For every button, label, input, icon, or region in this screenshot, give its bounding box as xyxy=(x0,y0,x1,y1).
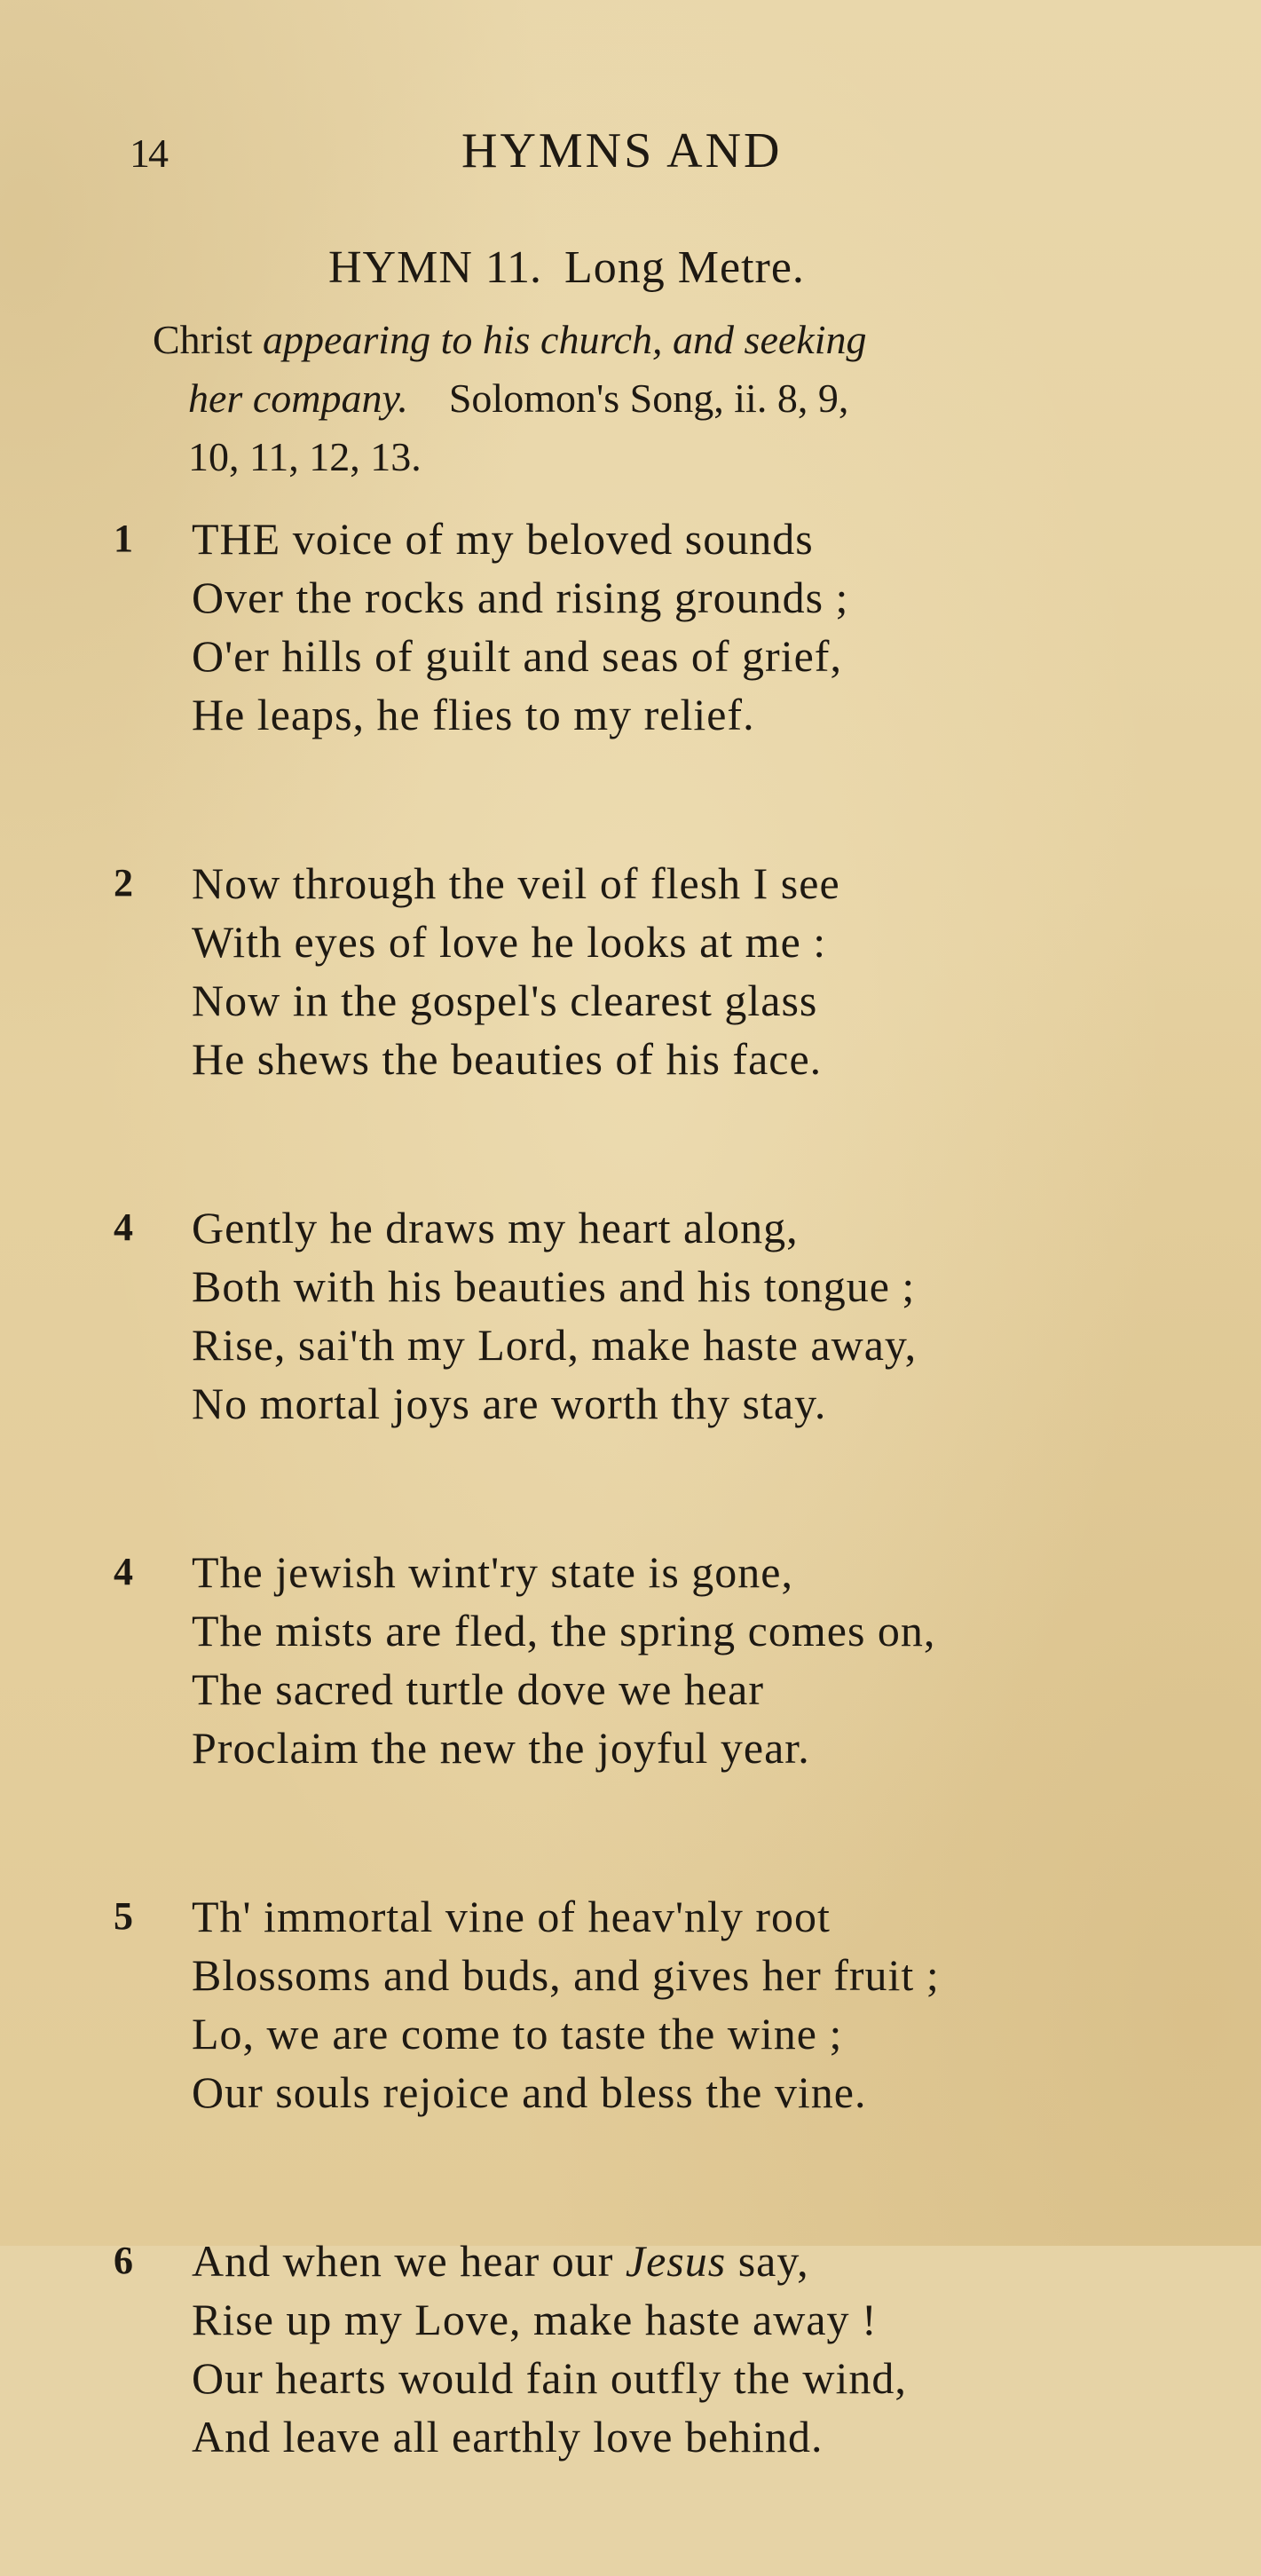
subtitle-line-1 xyxy=(153,311,1200,369)
italic-name: Jesus xyxy=(625,2236,727,2286)
stanza-lines xyxy=(192,1543,1212,1777)
subtitle-line-3 xyxy=(153,428,1200,486)
verse-line: Rise, sai'th my Lord, make haste away, xyxy=(192,1320,918,1370)
verse-line: Lo, we are come to taste the wine ; xyxy=(192,2009,843,2058)
running-head: HYMNS AND xyxy=(461,123,783,178)
stanza-number: 4 xyxy=(114,1205,133,1249)
stanza xyxy=(0,1198,1261,1543)
verse-line: Blossoms and buds, and gives her fruit ; xyxy=(192,1950,940,2000)
stanza-lines xyxy=(192,2232,1212,2466)
stanza-lines xyxy=(192,1198,1212,1433)
subtitle-roman: Christ xyxy=(153,317,253,362)
hymn-title xyxy=(328,241,805,294)
subtitle-italic-1: appearing to his church, and seeking xyxy=(262,317,867,362)
stanza-number: 5 xyxy=(114,1894,133,1938)
stanza-list xyxy=(0,510,1261,2576)
stanza-lines xyxy=(192,854,1212,1088)
verse-line: The sacred turtle dove we hear xyxy=(192,1664,764,1714)
verse-line: Both with his beauties and his tongue ; xyxy=(192,1261,916,1311)
page-header xyxy=(0,122,1261,185)
verse-line: Rise up my Love, make haste away ! xyxy=(192,2295,878,2344)
verse-line: THE voice of my beloved sounds xyxy=(192,514,814,564)
verse-line: No mortal joys are worth thy stay. xyxy=(192,1379,827,1428)
hymn-title-label: HYMN xyxy=(328,242,473,293)
verse-line: Our souls rejoice and bless the vine. xyxy=(192,2067,867,2117)
verse-line: Th' immortal vine of heav'nly root xyxy=(192,1892,831,1941)
verse-line: Over the rocks and rising grounds ; xyxy=(192,573,849,622)
subtitle-line-2 xyxy=(153,369,1200,428)
verse-line: Gently he draws my heart along, xyxy=(192,1203,799,1252)
verse-line: O'er hills of guilt and seas of grief, xyxy=(192,631,842,681)
stanza-number: 2 xyxy=(114,861,133,905)
stanza xyxy=(0,854,1261,1198)
subtitle-reference-2: 10, 11, 12, 13. xyxy=(188,434,422,479)
stanza xyxy=(0,1543,1261,1887)
stanza-lines xyxy=(192,1887,1212,2122)
hymn-number: 11. xyxy=(485,242,541,293)
stanza xyxy=(0,2232,1261,2576)
verse-line: With eyes of love he looks at me : xyxy=(192,917,827,967)
subtitle-reference-1: Solomon's Song, ii. 8, 9, xyxy=(448,375,849,421)
stanza-number: 4 xyxy=(114,1550,133,1593)
verse-line: Our hearts would fain outfly the wind, xyxy=(192,2353,907,2403)
stanza-number: 1 xyxy=(114,517,133,560)
verse-line: The mists are fled, the spring comes on, xyxy=(192,1606,936,1655)
hymn-metre: Long Metre. xyxy=(564,242,805,293)
verse-line: He leaps, he flies to my relief. xyxy=(192,690,755,739)
verse-line: Proclaim the new the joyful year. xyxy=(192,1723,810,1773)
subtitle-italic-2: her company. xyxy=(188,375,408,421)
verse-line: Now through the veil of flesh I see xyxy=(192,858,840,908)
verse-line: Now in the gospel's clearest glass xyxy=(192,976,818,1025)
stanza xyxy=(0,1887,1261,2232)
verse-line: And leave all earthly love behind. xyxy=(192,2412,824,2461)
verse-line: He shews the beauties of his face. xyxy=(192,1034,823,1084)
verse-line: The jewish wint'ry state is gone, xyxy=(192,1547,793,1597)
hymn-subtitle xyxy=(153,311,1200,486)
verse-line-start: And when we hear our xyxy=(192,2236,614,2286)
stanza-number: 6 xyxy=(114,2239,133,2282)
stanza xyxy=(0,510,1261,854)
stanza-lines xyxy=(192,510,1212,744)
verse-line xyxy=(192,2232,1212,2290)
verse-line-end: say, xyxy=(737,2236,809,2286)
page-number: 14 xyxy=(130,130,167,176)
